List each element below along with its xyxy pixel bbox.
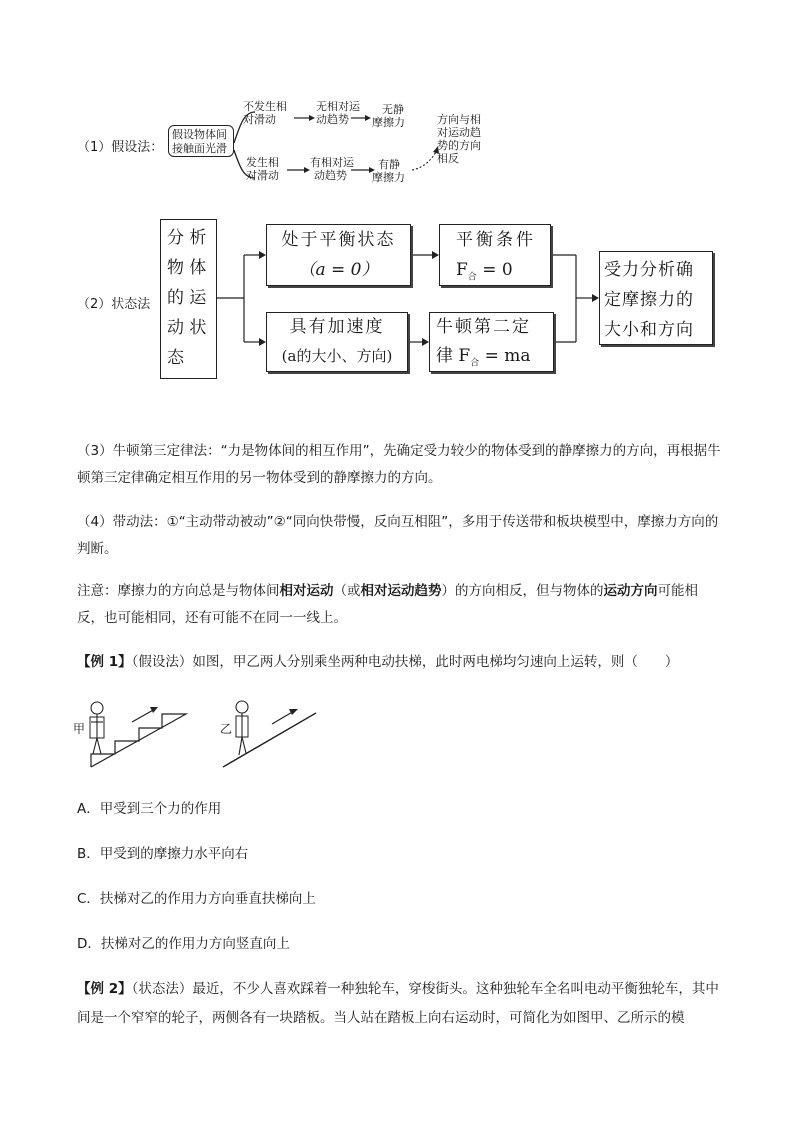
- top-a-2: 对滑动: [243, 113, 276, 126]
- top-c-2: 摩擦力: [372, 116, 405, 129]
- analyze-line-4: 动 状: [167, 318, 207, 338]
- assume-line-2: 接触面光滑: [172, 142, 227, 155]
- option-b[interactable]: B．甲受到的摩擦力水平向右: [77, 846, 249, 862]
- note-part-1: 注意：摩擦力的方向总是与物体间: [77, 583, 280, 599]
- balance-line-1: 处于平衡状态: [281, 230, 396, 250]
- bottom-a-2: 对滑动: [246, 169, 279, 182]
- note-part-2: （或: [333, 583, 361, 599]
- method4-text: （4）带动法：①“主动带动被动”②“同向快带慢，反向互相阻”，多用于传送带和板块模型中，摩擦力方向的判断。: [77, 514, 719, 557]
- net-subscript-2: 合: [470, 358, 480, 369]
- option-d[interactable]: D．扶梯对乙的作用力方向竖直向上: [77, 936, 290, 952]
- bottom-c-2: 摩擦力: [372, 171, 405, 184]
- accel-line-1: 具有加速度: [289, 317, 385, 337]
- analyze-line-3: 的 运: [167, 288, 207, 308]
- newton2-line-1: 牛顿第二定: [436, 317, 531, 337]
- conclusion-line-3: 大小和方向: [604, 320, 694, 340]
- newton2-eq-rest: = ma: [479, 346, 531, 366]
- example2-question: [77, 975, 723, 1033]
- bottom-c-1: 有静: [378, 158, 400, 171]
- balance-cond-eq-rest: = 0: [476, 260, 513, 280]
- note-part-3: ）的方向相反，但与物体的: [441, 583, 604, 599]
- bottom-b-2: 动趋势: [314, 169, 347, 182]
- analyze-line-5: 态: [167, 348, 184, 368]
- balance-line-2: （a = 0）: [298, 260, 379, 280]
- example1-text: （假设法）如图，甲乙两人分别乘坐两种电动扶梯，此时两电梯均匀速向上运转，则（ ）: [131, 654, 679, 670]
- method2-label: （2）状态法: [77, 297, 151, 312]
- result-3: 势的方向: [437, 139, 481, 152]
- example2-text: （状态法）最近，不少人喜欢踩着一种独轮车，穿梭街头。这种独轮车全名叫电动平衡独轮车，其中间是一个窄窄的轮子，两侧各有一块踏板。当人站在踏板上向右运动时，可简化为如图甲、乙所示的模: [77, 981, 719, 1026]
- bottom-a-1: 发生相: [246, 156, 279, 169]
- accel-line-2: (a的大小、方向): [281, 347, 393, 365]
- result-4: 相反: [437, 152, 459, 165]
- top-b-1: 无相对运: [316, 100, 360, 113]
- fig-label-yi: 乙: [220, 722, 233, 736]
- result-1: 方向与相: [437, 113, 481, 126]
- assume-line-1: 假设物体间: [172, 128, 227, 141]
- method1-label: （1）假设法：: [77, 140, 164, 155]
- bottom-b-1: 有相对运: [310, 156, 354, 169]
- method3-text: （3）牛顿第三定律法：“力是物体间的相互作用”，先确定受力较少的物体受到的静摩擦力的方向，再根据牛顿第三定律确定相互作用的另一物体受到的静摩擦力的方向。: [77, 443, 721, 486]
- top-c-1: 无静: [382, 103, 404, 116]
- note-bold-2: 相对运动趋势: [360, 583, 442, 599]
- force-symbol: F: [456, 260, 468, 280]
- net-subscript: 合: [467, 272, 477, 283]
- conclusion-line-2: 定摩擦力的: [604, 290, 694, 310]
- option-a[interactable]: A．甲受到三个力的作用: [77, 801, 222, 817]
- balance-cond-title: 平衡条件: [456, 230, 536, 250]
- top-a-1: 不发生相: [243, 100, 287, 113]
- top-b-2: 动趋势: [316, 113, 349, 126]
- analyze-line-2: 物 体: [167, 258, 207, 278]
- note-part-4: 可能相反，也可能相同，还有可能不在同一一线上。: [77, 583, 698, 626]
- note-bold-1: 相对运动: [279, 583, 334, 599]
- result-2: 对运动趋: [437, 126, 481, 139]
- example1-tag: 【例 1】: [77, 654, 132, 670]
- example2-tag: 【例 2】: [77, 981, 132, 997]
- fig-label-jia: 甲: [73, 722, 86, 736]
- analyze-line-1: 分 析: [167, 228, 207, 248]
- option-c[interactable]: C．扶梯对乙的作用力方向垂直扶梯向上: [77, 891, 316, 907]
- newton2-law-f: 律 F: [436, 346, 471, 366]
- note-bold-3: 运动方向: [603, 583, 658, 599]
- conclusion-line-1: 受力分析确: [604, 260, 694, 280]
